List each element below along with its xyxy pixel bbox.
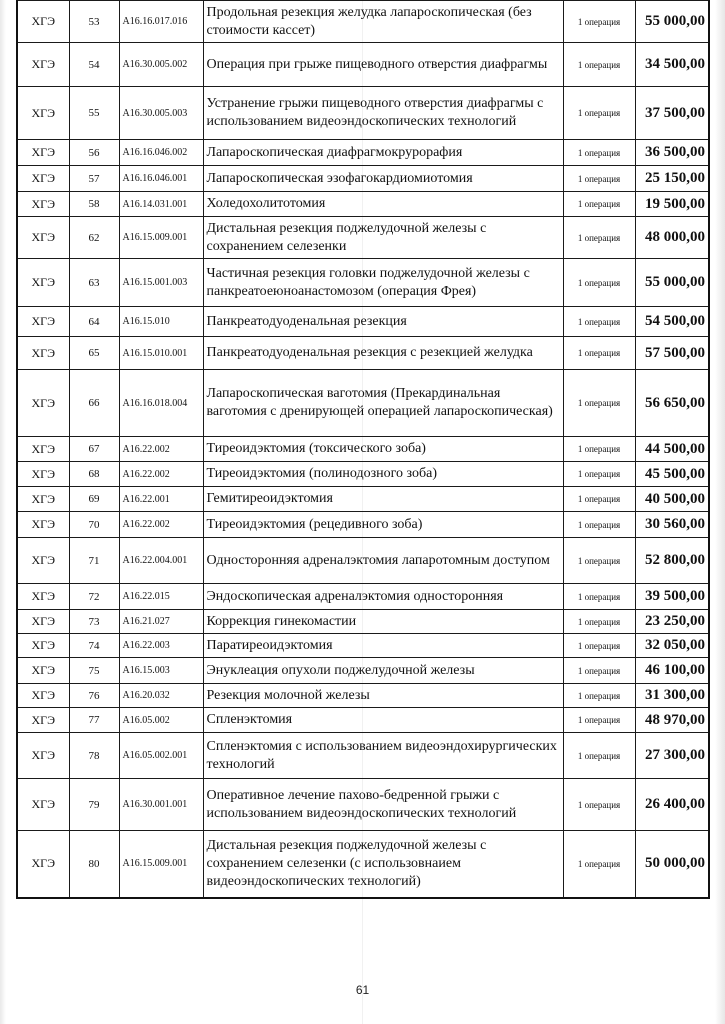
- row-number-cell: 64: [69, 307, 119, 337]
- service-code-cell: А16.21.027: [119, 610, 203, 634]
- department-cell: ХГЭ: [17, 192, 69, 217]
- price-cell: 34 500,00: [635, 43, 709, 87]
- price-cell: 55 000,00: [635, 1, 709, 43]
- service-name-cell: Эндоскопическая адреналэктомия односторонняя: [203, 584, 563, 610]
- unit-cell: 1 операция: [563, 370, 635, 437]
- row-number-cell: 66: [69, 370, 119, 437]
- service-name-cell: Продольная резекция желудка лапароскопическая (без стоимости кассет): [203, 1, 563, 43]
- department-cell: ХГЭ: [17, 462, 69, 487]
- service-name-cell: Энуклеация опухоли поджелудочной железы: [203, 658, 563, 684]
- unit-cell: 1 операция: [563, 337, 635, 370]
- table-row: [17, 708, 709, 733]
- row-number-cell: 65: [69, 337, 119, 370]
- table-row: [17, 610, 709, 634]
- price-cell: 48 970,00: [635, 708, 709, 733]
- row-number-cell: 76: [69, 684, 119, 708]
- row-number-cell: 63: [69, 259, 119, 307]
- service-code-cell: А16.05.002.001: [119, 733, 203, 779]
- table-row: [17, 140, 709, 166]
- table-row: [17, 512, 709, 538]
- row-number-cell: 62: [69, 217, 119, 259]
- department-cell: ХГЭ: [17, 307, 69, 337]
- row-number-cell: 71: [69, 538, 119, 584]
- service-name-cell: Оперативное лечение пахово-бедренной грыжи с использованием видеоэндоскопических технологий: [203, 779, 563, 831]
- service-code-cell: А16.15.009.001: [119, 831, 203, 898]
- department-cell: ХГЭ: [17, 259, 69, 307]
- department-cell: ХГЭ: [17, 610, 69, 634]
- service-name-cell: Дистальная резекция поджелудочной железы с сохранением селезенки (с использовнаием видеоэндоскопических технологий): [203, 831, 563, 898]
- unit-cell: 1 операция: [563, 708, 635, 733]
- table-row: [17, 538, 709, 584]
- unit-cell: 1 операция: [563, 779, 635, 831]
- price-cell: 44 500,00: [635, 437, 709, 462]
- table-row: [17, 192, 709, 217]
- scan-edge-left: [0, 0, 6, 1024]
- service-name-cell: Частичная резекция головки поджелудочной железы с панкреатоеюноанастомозом (операция Фрея): [203, 259, 563, 307]
- table-row: [17, 779, 709, 831]
- service-code-cell: А16.15.010: [119, 307, 203, 337]
- price-list-table: [16, 0, 710, 899]
- price-cell: 52 800,00: [635, 538, 709, 584]
- unit-cell: 1 операция: [563, 487, 635, 512]
- row-number-cell: 55: [69, 87, 119, 140]
- service-name-cell: Дистальная резекция поджелудочной железы с сохранением селезенки: [203, 217, 563, 259]
- price-cell: 26 400,00: [635, 779, 709, 831]
- service-name-cell: Тиреоидэктомия (токсического зоба): [203, 437, 563, 462]
- row-number-cell: 58: [69, 192, 119, 217]
- price-cell: 50 000,00: [635, 831, 709, 898]
- service-name-cell: Спленэктомия с использованием видеоэндохирургических технологий: [203, 733, 563, 779]
- service-code-cell: А16.15.001.003: [119, 259, 203, 307]
- unit-cell: 1 операция: [563, 684, 635, 708]
- unit-cell: 1 операция: [563, 512, 635, 538]
- price-cell: 39 500,00: [635, 584, 709, 610]
- service-code-cell: А16.16.046.001: [119, 166, 203, 192]
- row-number-cell: 67: [69, 437, 119, 462]
- row-number-cell: 56: [69, 140, 119, 166]
- service-code-cell: А16.05.002: [119, 708, 203, 733]
- table-row: [17, 658, 709, 684]
- row-number-cell: 54: [69, 43, 119, 87]
- scan-edge-right: [715, 0, 725, 1024]
- table-row: [17, 217, 709, 259]
- department-cell: ХГЭ: [17, 487, 69, 512]
- price-cell: 30 560,00: [635, 512, 709, 538]
- table-row: [17, 1, 709, 43]
- service-code-cell: А16.16.018.004: [119, 370, 203, 437]
- row-number-cell: 79: [69, 779, 119, 831]
- unit-cell: 1 операция: [563, 259, 635, 307]
- unit-cell: 1 операция: [563, 217, 635, 259]
- department-cell: ХГЭ: [17, 166, 69, 192]
- department-cell: ХГЭ: [17, 779, 69, 831]
- service-code-cell: А16.22.001: [119, 487, 203, 512]
- price-cell: 56 650,00: [635, 370, 709, 437]
- service-name-cell: Гемитиреоидэктомия: [203, 487, 563, 512]
- row-number-cell: 78: [69, 733, 119, 779]
- department-cell: ХГЭ: [17, 831, 69, 898]
- table-row: [17, 584, 709, 610]
- service-code-cell: А16.22.015: [119, 584, 203, 610]
- price-cell: 31 300,00: [635, 684, 709, 708]
- service-name-cell: Тиреоидэктомия (рецедивного зоба): [203, 512, 563, 538]
- price-cell: 19 500,00: [635, 192, 709, 217]
- service-name-cell: Паратиреоидэктомия: [203, 634, 563, 658]
- unit-cell: 1 операция: [563, 538, 635, 584]
- service-name-cell: Односторонняя адреналэктомия лапаротомным доступом: [203, 538, 563, 584]
- unit-cell: 1 операция: [563, 658, 635, 684]
- unit-cell: 1 операция: [563, 307, 635, 337]
- service-code-cell: А16.22.002: [119, 462, 203, 487]
- price-cell: 23 250,00: [635, 610, 709, 634]
- table-row: [17, 684, 709, 708]
- service-code-cell: А16.30.001.001: [119, 779, 203, 831]
- row-number-cell: 69: [69, 487, 119, 512]
- unit-cell: 1 операция: [563, 166, 635, 192]
- price-cell: 37 500,00: [635, 87, 709, 140]
- table-row: [17, 87, 709, 140]
- unit-cell: 1 операция: [563, 1, 635, 43]
- department-cell: ХГЭ: [17, 337, 69, 370]
- department-cell: ХГЭ: [17, 733, 69, 779]
- table-row: [17, 733, 709, 779]
- department-cell: ХГЭ: [17, 634, 69, 658]
- page-number: 61: [355, 983, 370, 997]
- row-number-cell: 70: [69, 512, 119, 538]
- row-number-cell: 75: [69, 658, 119, 684]
- table-row: [17, 437, 709, 462]
- price-cell: 45 500,00: [635, 462, 709, 487]
- row-number-cell: 73: [69, 610, 119, 634]
- department-cell: ХГЭ: [17, 584, 69, 610]
- department-cell: ХГЭ: [17, 684, 69, 708]
- unit-cell: 1 операция: [563, 437, 635, 462]
- service-name-cell: Панкреатодуоденальная резекция: [203, 307, 563, 337]
- price-cell: 27 300,00: [635, 733, 709, 779]
- department-cell: ХГЭ: [17, 512, 69, 538]
- unit-cell: 1 операция: [563, 462, 635, 487]
- row-number-cell: 80: [69, 831, 119, 898]
- price-cell: 57 500,00: [635, 337, 709, 370]
- price-cell: 48 000,00: [635, 217, 709, 259]
- price-cell: 32 050,00: [635, 634, 709, 658]
- table-row: [17, 43, 709, 87]
- table-row: [17, 487, 709, 512]
- unit-cell: 1 операция: [563, 87, 635, 140]
- table-row: [17, 166, 709, 192]
- service-code-cell: А16.22.002: [119, 437, 203, 462]
- row-number-cell: 53: [69, 1, 119, 43]
- service-code-cell: А16.22.002: [119, 512, 203, 538]
- service-name-cell: Лапароскопическая эзофагокардиомиотомия: [203, 166, 563, 192]
- service-code-cell: А16.22.003: [119, 634, 203, 658]
- table-row: [17, 634, 709, 658]
- service-name-cell: Лапароскопическая диафрагмокрурорафия: [203, 140, 563, 166]
- service-name-cell: Операция при грыже пищеводного отверстия диафрагмы: [203, 43, 563, 87]
- department-cell: ХГЭ: [17, 43, 69, 87]
- department-cell: ХГЭ: [17, 437, 69, 462]
- table-row: [17, 831, 709, 898]
- department-cell: ХГЭ: [17, 538, 69, 584]
- table-row: [17, 370, 709, 437]
- unit-cell: 1 операция: [563, 43, 635, 87]
- service-name-cell: Лапароскопическая ваготомия (Прекардинальная ваготомия с дренирующей операцией лапароскопическая): [203, 370, 563, 437]
- table-row: [17, 337, 709, 370]
- service-code-cell: А16.20.032: [119, 684, 203, 708]
- service-code-cell: А16.15.003: [119, 658, 203, 684]
- department-cell: ХГЭ: [17, 87, 69, 140]
- price-cell: 36 500,00: [635, 140, 709, 166]
- service-name-cell: Панкреатодуоденальная резекция с резекцией желудка: [203, 337, 563, 370]
- service-code-cell: А16.15.009.001: [119, 217, 203, 259]
- unit-cell: 1 операция: [563, 192, 635, 217]
- row-number-cell: 72: [69, 584, 119, 610]
- service-name-cell: Холедохолитотомия: [203, 192, 563, 217]
- service-code-cell: А16.15.010.001: [119, 337, 203, 370]
- unit-cell: 1 операция: [563, 634, 635, 658]
- price-cell: 46 100,00: [635, 658, 709, 684]
- price-cell: 25 150,00: [635, 166, 709, 192]
- table-row: [17, 259, 709, 307]
- department-cell: ХГЭ: [17, 140, 69, 166]
- service-code-cell: А16.16.046.002: [119, 140, 203, 166]
- price-cell: 55 000,00: [635, 259, 709, 307]
- service-code-cell: А16.14.031.001: [119, 192, 203, 217]
- unit-cell: 1 операция: [563, 140, 635, 166]
- department-cell: ХГЭ: [17, 217, 69, 259]
- service-code-cell: А16.30.005.002: [119, 43, 203, 87]
- service-code-cell: А16.30.005.003: [119, 87, 203, 140]
- unit-cell: 1 операция: [563, 610, 635, 634]
- department-cell: ХГЭ: [17, 658, 69, 684]
- service-code-cell: А16.22.004.001: [119, 538, 203, 584]
- service-name-cell: Тиреоидэктомия (полинодозного зоба): [203, 462, 563, 487]
- service-name-cell: Спленэктомия: [203, 708, 563, 733]
- price-cell: 40 500,00: [635, 487, 709, 512]
- price-cell: 54 500,00: [635, 307, 709, 337]
- table-row: [17, 307, 709, 337]
- service-name-cell: Устранение грыжи пищеводного отверстия диафрагмы с использованием видеоэндоскопических технологий: [203, 87, 563, 140]
- department-cell: ХГЭ: [17, 1, 69, 43]
- row-number-cell: 68: [69, 462, 119, 487]
- row-number-cell: 77: [69, 708, 119, 733]
- service-name-cell: Резекция молочной железы: [203, 684, 563, 708]
- unit-cell: 1 операция: [563, 584, 635, 610]
- unit-cell: 1 операция: [563, 733, 635, 779]
- service-code-cell: А16.16.017.016: [119, 1, 203, 43]
- unit-cell: 1 операция: [563, 831, 635, 898]
- department-cell: ХГЭ: [17, 708, 69, 733]
- row-number-cell: 57: [69, 166, 119, 192]
- service-name-cell: Коррекция гинекомастии: [203, 610, 563, 634]
- department-cell: ХГЭ: [17, 370, 69, 437]
- row-number-cell: 74: [69, 634, 119, 658]
- table-row: [17, 462, 709, 487]
